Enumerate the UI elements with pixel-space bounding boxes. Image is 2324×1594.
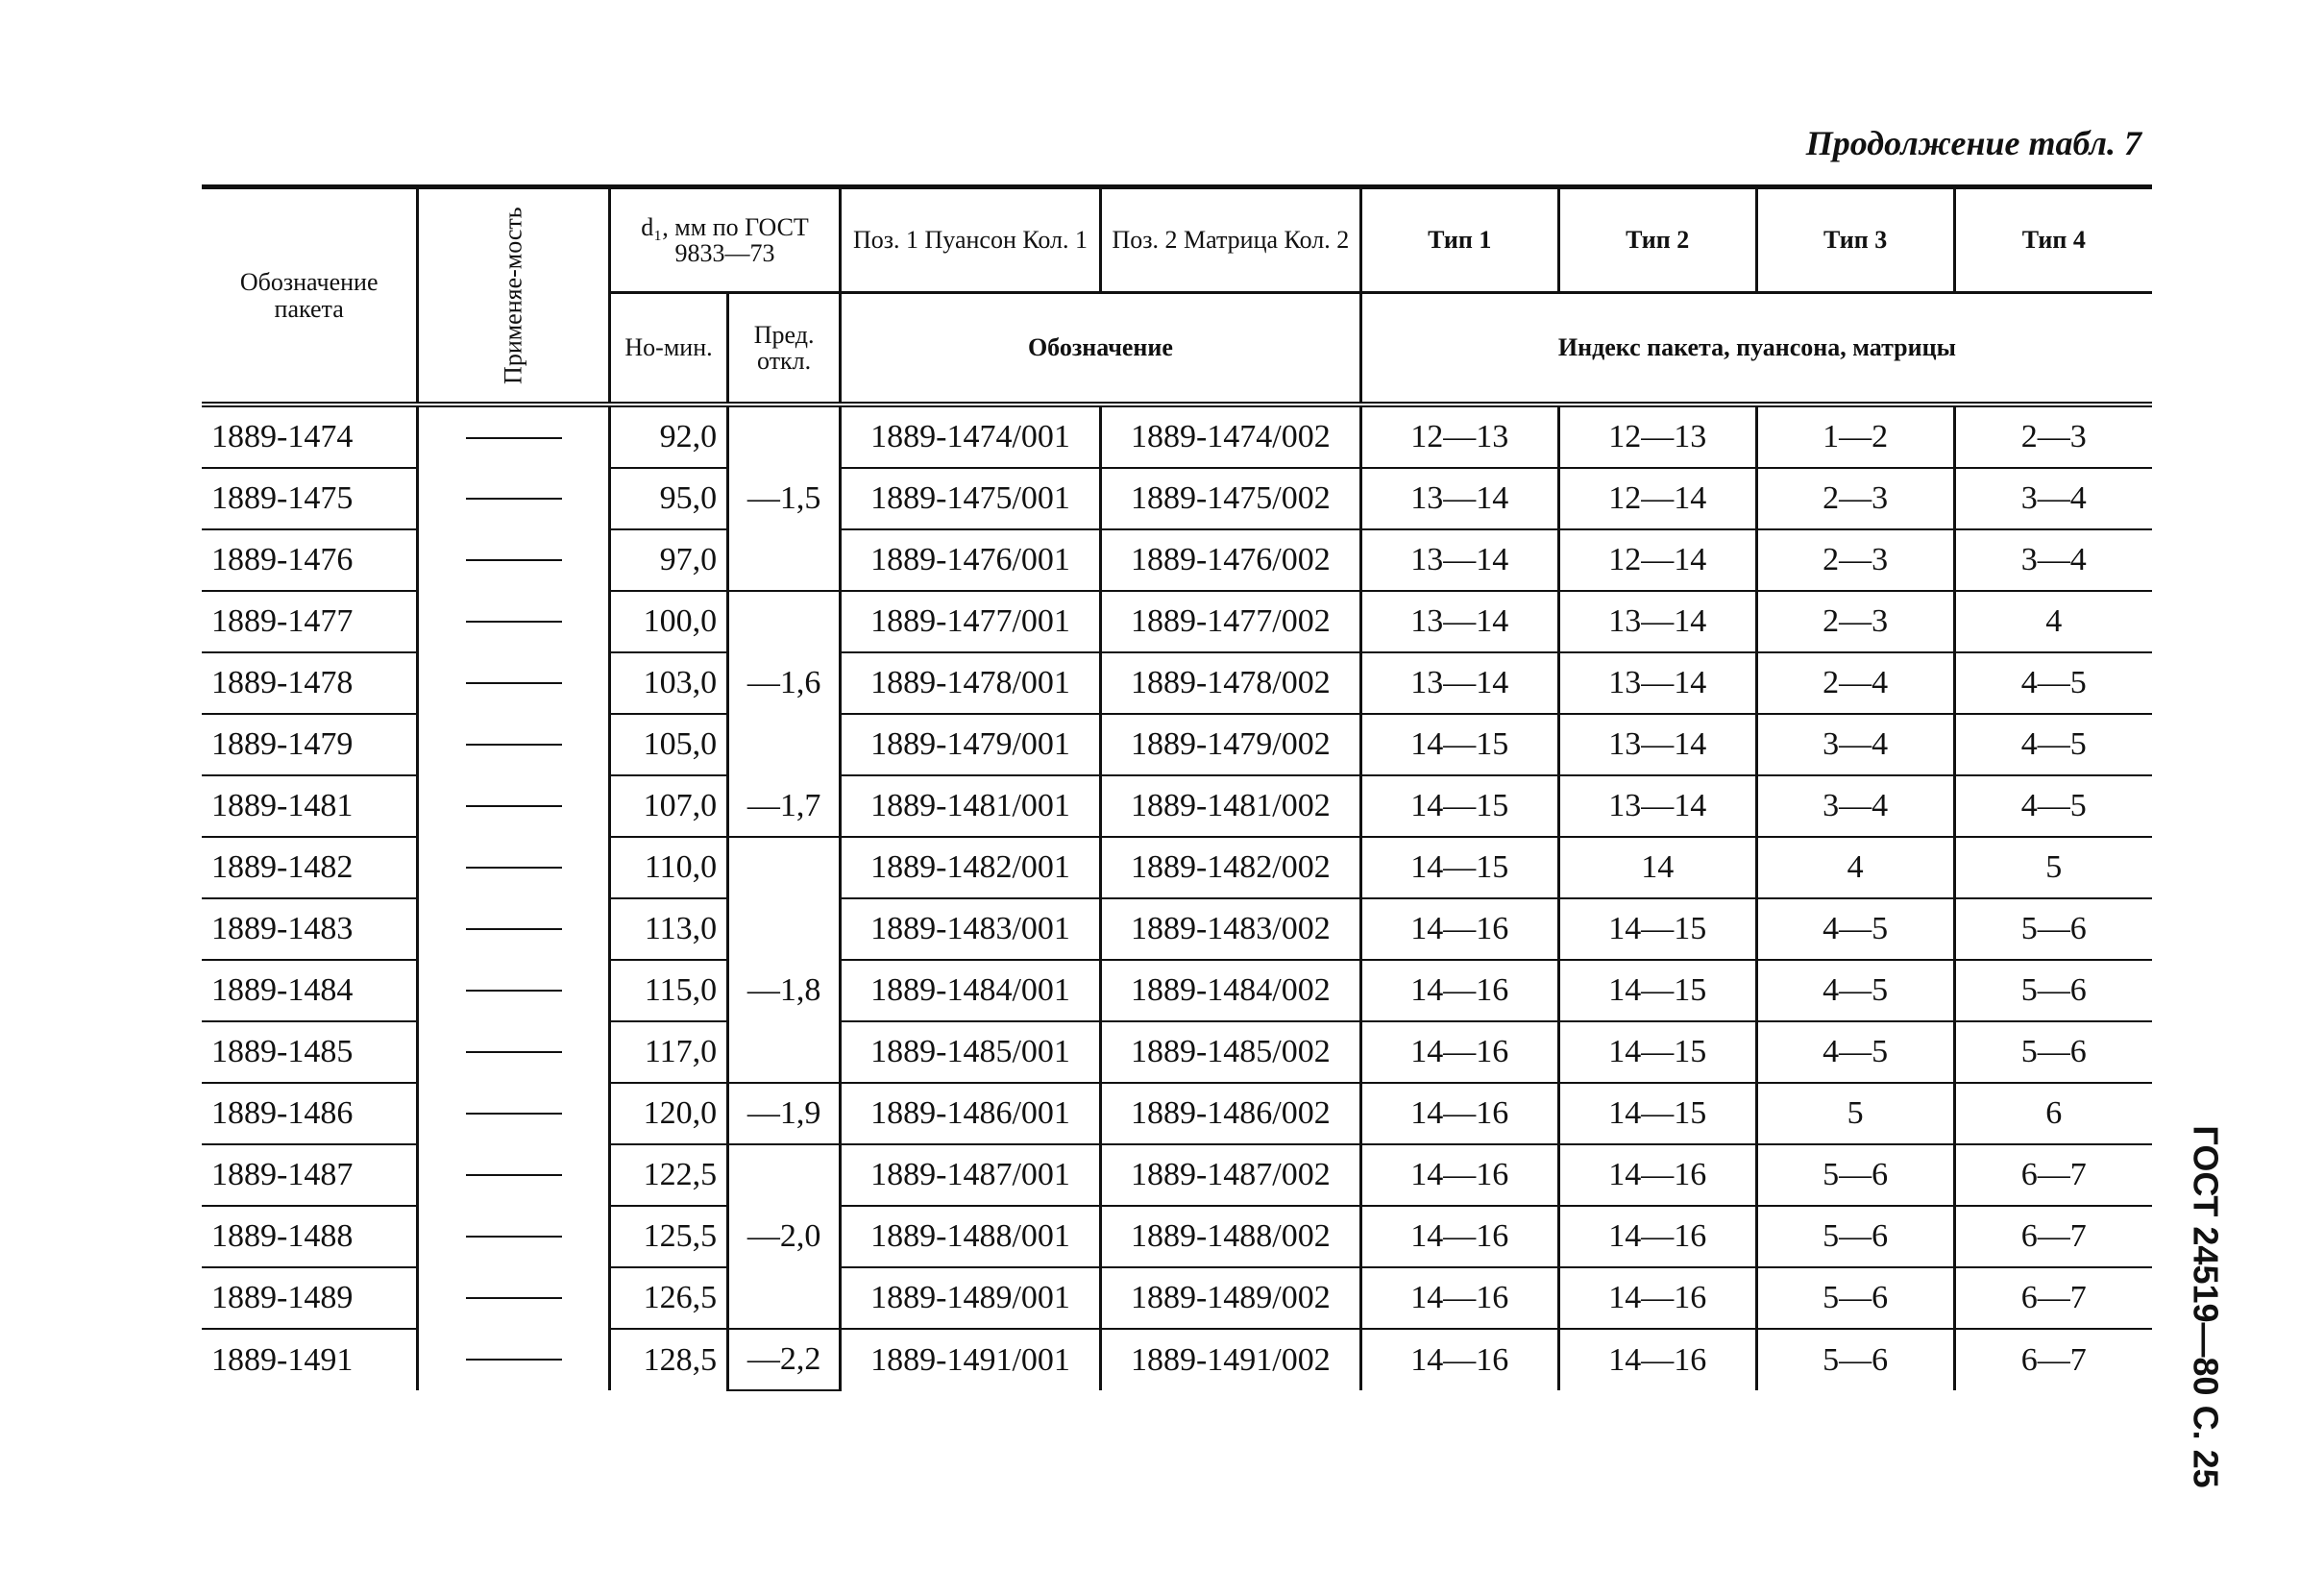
cell-t2: 12—14 <box>1558 529 1756 591</box>
cell-t2: 13—14 <box>1558 591 1756 652</box>
cell-dev <box>728 898 841 960</box>
standard-side-label <box>2177 1115 2235 1499</box>
cell-p2: 1889-1485/002 <box>1100 1021 1360 1083</box>
cell-des: 1889-1488 <box>202 1206 418 1267</box>
cell-p2: 1889-1484/002 <box>1100 960 1360 1021</box>
cell-t4: 2—3 <box>1954 405 2152 468</box>
cell-t2: 13—14 <box>1558 714 1756 775</box>
cell-t4: 4—5 <box>1954 652 2152 714</box>
cell-dev: —1,8 <box>728 960 841 1021</box>
cell-t1: 14—16 <box>1360 960 1558 1021</box>
cell-p1: 1889-1477/001 <box>841 591 1101 652</box>
cell-p1: 1889-1488/001 <box>841 1206 1101 1267</box>
cell-dev <box>728 714 841 775</box>
table-row <box>202 1021 2152 1083</box>
cell-p1: 1889-1486/001 <box>841 1083 1101 1144</box>
cell-t2: 14—15 <box>1558 1083 1756 1144</box>
cell-t4: 4 <box>1954 591 2152 652</box>
cell-p1: 1889-1481/001 <box>841 775 1101 837</box>
cell-app <box>418 775 610 837</box>
cell-t3: 2—3 <box>1756 591 1954 652</box>
cell-t1: 14—16 <box>1360 1206 1558 1267</box>
cell-p2: 1889-1488/002 <box>1100 1206 1360 1267</box>
table-row <box>202 898 2152 960</box>
cell-nom: 97,0 <box>609 529 727 591</box>
table-row <box>202 652 2152 714</box>
cell-t4: 5—6 <box>1954 1021 2152 1083</box>
cell-t4: 4—5 <box>1954 714 2152 775</box>
cell-t4: 6—7 <box>1954 1144 2152 1206</box>
cell-des: 1889-1474 <box>202 405 418 468</box>
cell-t1: 13—14 <box>1360 529 1558 591</box>
cell-t2: 12—14 <box>1558 468 1756 529</box>
cell-app <box>418 1267 610 1329</box>
cell-t1: 14—16 <box>1360 1144 1558 1206</box>
header-pos2: Поз. 2 Матрица Кол. 2 <box>1100 187 1360 293</box>
cell-t3: 2—4 <box>1756 652 1954 714</box>
cell-p1: 1889-1474/001 <box>841 405 1101 468</box>
cell-t4: 4—5 <box>1954 775 2152 837</box>
table-row <box>202 1206 2152 1267</box>
cell-t1: 12—13 <box>1360 405 1558 468</box>
cell-app <box>418 1206 610 1267</box>
cell-nom: 128,5 <box>609 1329 727 1390</box>
cell-dev <box>728 1144 841 1206</box>
cell-dev <box>728 529 841 591</box>
cell-t3: 5—6 <box>1756 1329 1954 1390</box>
cell-nom: 105,0 <box>609 714 727 775</box>
cell-t1: 14—16 <box>1360 898 1558 960</box>
cell-p1: 1889-1476/001 <box>841 529 1101 591</box>
cell-p2: 1889-1474/002 <box>1100 405 1360 468</box>
cell-t2: 14—15 <box>1558 898 1756 960</box>
cell-t3: 4—5 <box>1756 1021 1954 1083</box>
cell-nom: 126,5 <box>609 1267 727 1329</box>
header-nom: Но-мин. <box>609 293 727 405</box>
cell-p1: 1889-1483/001 <box>841 898 1101 960</box>
cell-app <box>418 1083 610 1144</box>
cell-des: 1889-1479 <box>202 714 418 775</box>
table-caption: Продолжение табл. 7 <box>1805 124 2141 162</box>
cell-p1: 1889-1484/001 <box>841 960 1101 1021</box>
cell-des: 1889-1482 <box>202 837 418 898</box>
table-row <box>202 1329 2152 1390</box>
cell-t3: 4—5 <box>1756 960 1954 1021</box>
table-row <box>202 837 2152 898</box>
header-dev: Пред. откл. <box>728 293 841 405</box>
cell-nom: 120,0 <box>609 1083 727 1144</box>
cell-des: 1889-1476 <box>202 529 418 591</box>
cell-p2: 1889-1491/002 <box>1100 1329 1360 1390</box>
cell-nom: 103,0 <box>609 652 727 714</box>
cell-t4: 6—7 <box>1954 1206 2152 1267</box>
cell-dev: —2,0 <box>728 1206 841 1267</box>
header-applicability <box>418 187 610 405</box>
cell-t4: 3—4 <box>1954 529 2152 591</box>
cell-nom: 100,0 <box>609 591 727 652</box>
cell-p2: 1889-1483/002 <box>1100 898 1360 960</box>
cell-t3: 5—6 <box>1756 1144 1954 1206</box>
header-designation: Обозначение пакета <box>202 187 418 405</box>
cell-p2: 1889-1475/002 <box>1100 468 1360 529</box>
cell-t3: 4 <box>1756 837 1954 898</box>
cell-nom: 110,0 <box>609 837 727 898</box>
cell-des: 1889-1481 <box>202 775 418 837</box>
cell-dev: —1,6 <box>728 652 841 714</box>
cell-t2: 14—16 <box>1558 1329 1756 1390</box>
cell-t3: 5 <box>1756 1083 1954 1144</box>
cell-p2: 1889-1476/002 <box>1100 529 1360 591</box>
cell-t4: 5 <box>1954 837 2152 898</box>
cell-dev: —1,5 <box>728 468 841 529</box>
cell-p2: 1889-1481/002 <box>1100 775 1360 837</box>
cell-t3: 1—2 <box>1756 405 1954 468</box>
table-body <box>202 405 2152 1390</box>
cell-t2: 14—16 <box>1558 1144 1756 1206</box>
cell-p2: 1889-1479/002 <box>1100 714 1360 775</box>
cell-t2: 14—16 <box>1558 1206 1756 1267</box>
cell-t1: 13—14 <box>1360 591 1558 652</box>
cell-p1: 1889-1487/001 <box>841 1144 1101 1206</box>
cell-t1: 14—16 <box>1360 1329 1558 1390</box>
table-row <box>202 529 2152 591</box>
header-type1: Тип 1 <box>1360 187 1558 293</box>
cell-des: 1889-1486 <box>202 1083 418 1144</box>
cell-t1: 14—15 <box>1360 837 1558 898</box>
cell-p1: 1889-1478/001 <box>841 652 1101 714</box>
cell-dev: —1,7 <box>728 775 841 837</box>
cell-t4: 5—6 <box>1954 898 2152 960</box>
cell-app <box>418 898 610 960</box>
cell-t3: 3—4 <box>1756 714 1954 775</box>
table-row <box>202 775 2152 837</box>
cell-t1: 13—14 <box>1360 652 1558 714</box>
cell-des: 1889-1491 <box>202 1329 418 1390</box>
cell-app <box>418 405 610 468</box>
table-row <box>202 1144 2152 1206</box>
cell-t3: 2—3 <box>1756 529 1954 591</box>
cell-nom: 122,5 <box>609 1144 727 1206</box>
header-d1: d₁, мм по ГОСТ 9833—73 <box>609 187 840 293</box>
header-type2: Тип 2 <box>1558 187 1756 293</box>
cell-app <box>418 1021 610 1083</box>
cell-t2: 14—15 <box>1558 1021 1756 1083</box>
cell-p1: 1889-1489/001 <box>841 1267 1101 1329</box>
cell-des: 1889-1477 <box>202 591 418 652</box>
cell-des: 1889-1485 <box>202 1021 418 1083</box>
cell-dev: —2,2 <box>728 1329 841 1390</box>
cell-app <box>418 652 610 714</box>
cell-app <box>418 837 610 898</box>
cell-p1: 1889-1475/001 <box>841 468 1101 529</box>
header-type4: Тип 4 <box>1954 187 2152 293</box>
cell-app <box>418 468 610 529</box>
cell-app <box>418 960 610 1021</box>
cell-p2: 1889-1487/002 <box>1100 1144 1360 1206</box>
cell-p1: 1889-1479/001 <box>841 714 1101 775</box>
cell-app <box>418 591 610 652</box>
cell-t1: 14—16 <box>1360 1021 1558 1083</box>
cell-nom: 125,5 <box>609 1206 727 1267</box>
cell-dev <box>728 837 841 898</box>
cell-app <box>418 1329 610 1390</box>
cell-t4: 3—4 <box>1954 468 2152 529</box>
table-row <box>202 714 2152 775</box>
cell-t1: 14—16 <box>1360 1267 1558 1329</box>
cell-dev <box>728 1021 841 1083</box>
cell-t2: 14—15 <box>1558 960 1756 1021</box>
table-row <box>202 468 2152 529</box>
cell-dev: —1,9 <box>728 1083 841 1144</box>
cell-p2: 1889-1486/002 <box>1100 1083 1360 1144</box>
cell-des: 1889-1484 <box>202 960 418 1021</box>
cell-p1: 1889-1482/001 <box>841 837 1101 898</box>
cell-t2: 13—14 <box>1558 652 1756 714</box>
cell-des: 1889-1483 <box>202 898 418 960</box>
cell-t4: 6—7 <box>2020 1341 2087 1378</box>
header-index: Индекс пакета, пуансона, матрицы <box>1360 293 2152 405</box>
cell-nom: 115,0 <box>609 960 727 1021</box>
cell-t3: 5—6 <box>1756 1206 1954 1267</box>
cell-t4: 6 <box>1954 1083 2152 1144</box>
cell-p1: 1889-1491/001 <box>841 1329 1101 1390</box>
table-row <box>202 405 2152 468</box>
table-header <box>202 187 2152 405</box>
cell-des: 1889-1487 <box>202 1144 418 1206</box>
cell-dev <box>728 591 841 652</box>
cell-t2: 14—16 <box>1558 1267 1756 1329</box>
header-type3: Тип 3 <box>1756 187 1954 293</box>
cell-nom: 113,0 <box>609 898 727 960</box>
cell-t2: 13—14 <box>1558 775 1756 837</box>
table-row <box>202 591 2152 652</box>
cell-p2: 1889-1478/002 <box>1100 652 1360 714</box>
cell-app <box>418 529 610 591</box>
cell-t4: 5—6 <box>1954 960 2152 1021</box>
cell-t1: 14—15 <box>1360 714 1558 775</box>
cell-app <box>418 1144 610 1206</box>
table-row <box>202 1083 2152 1144</box>
cell-nom: 92,0 <box>609 405 727 468</box>
cell-des: 1889-1489 <box>202 1267 418 1329</box>
cell-t2: 12—13 <box>1558 405 1756 468</box>
cell-p2: 1889-1477/002 <box>1100 591 1360 652</box>
cell-t3: 5—6 <box>1756 1267 1954 1329</box>
cell-t4: 6—7 <box>1954 1267 2152 1329</box>
cell-nom: 107,0 <box>609 775 727 837</box>
cell-t1: 13—14 <box>1360 468 1558 529</box>
cell-t3: 2—3 <box>1756 468 1954 529</box>
header-applicability-text: Применяе-мость <box>499 207 527 384</box>
cell-p1: 1889-1485/001 <box>841 1021 1101 1083</box>
header-pos1: Поз. 1 Пуансон Кол. 1 <box>841 187 1101 293</box>
cell-t3: 4—5 <box>1756 898 1954 960</box>
cell-app <box>418 714 610 775</box>
cell-t3: 3—4 <box>1756 775 1954 837</box>
cell-des: 1889-1478 <box>202 652 418 714</box>
cell-nom: 95,0 <box>609 468 727 529</box>
cell-des: 1889-1475 <box>202 468 418 529</box>
cell-dev <box>728 1267 841 1329</box>
cell-t1: 14—16 <box>1360 1083 1558 1144</box>
cell-dev <box>728 405 841 468</box>
cell-p2: 1889-1489/002 <box>1100 1267 1360 1329</box>
table-row <box>202 1267 2152 1329</box>
cell-nom: 117,0 <box>609 1021 727 1083</box>
gost-table <box>202 184 2152 1391</box>
table-row <box>202 960 2152 1021</box>
cell-p2: 1889-1482/002 <box>1100 837 1360 898</box>
cell-t1: 14—15 <box>1360 775 1558 837</box>
cell-t2: 14 <box>1558 837 1756 898</box>
standard-side-text: ГОСТ 24519—80 С. 25 <box>2187 1125 2227 1488</box>
header-designation2: Обозначение <box>841 293 1361 405</box>
